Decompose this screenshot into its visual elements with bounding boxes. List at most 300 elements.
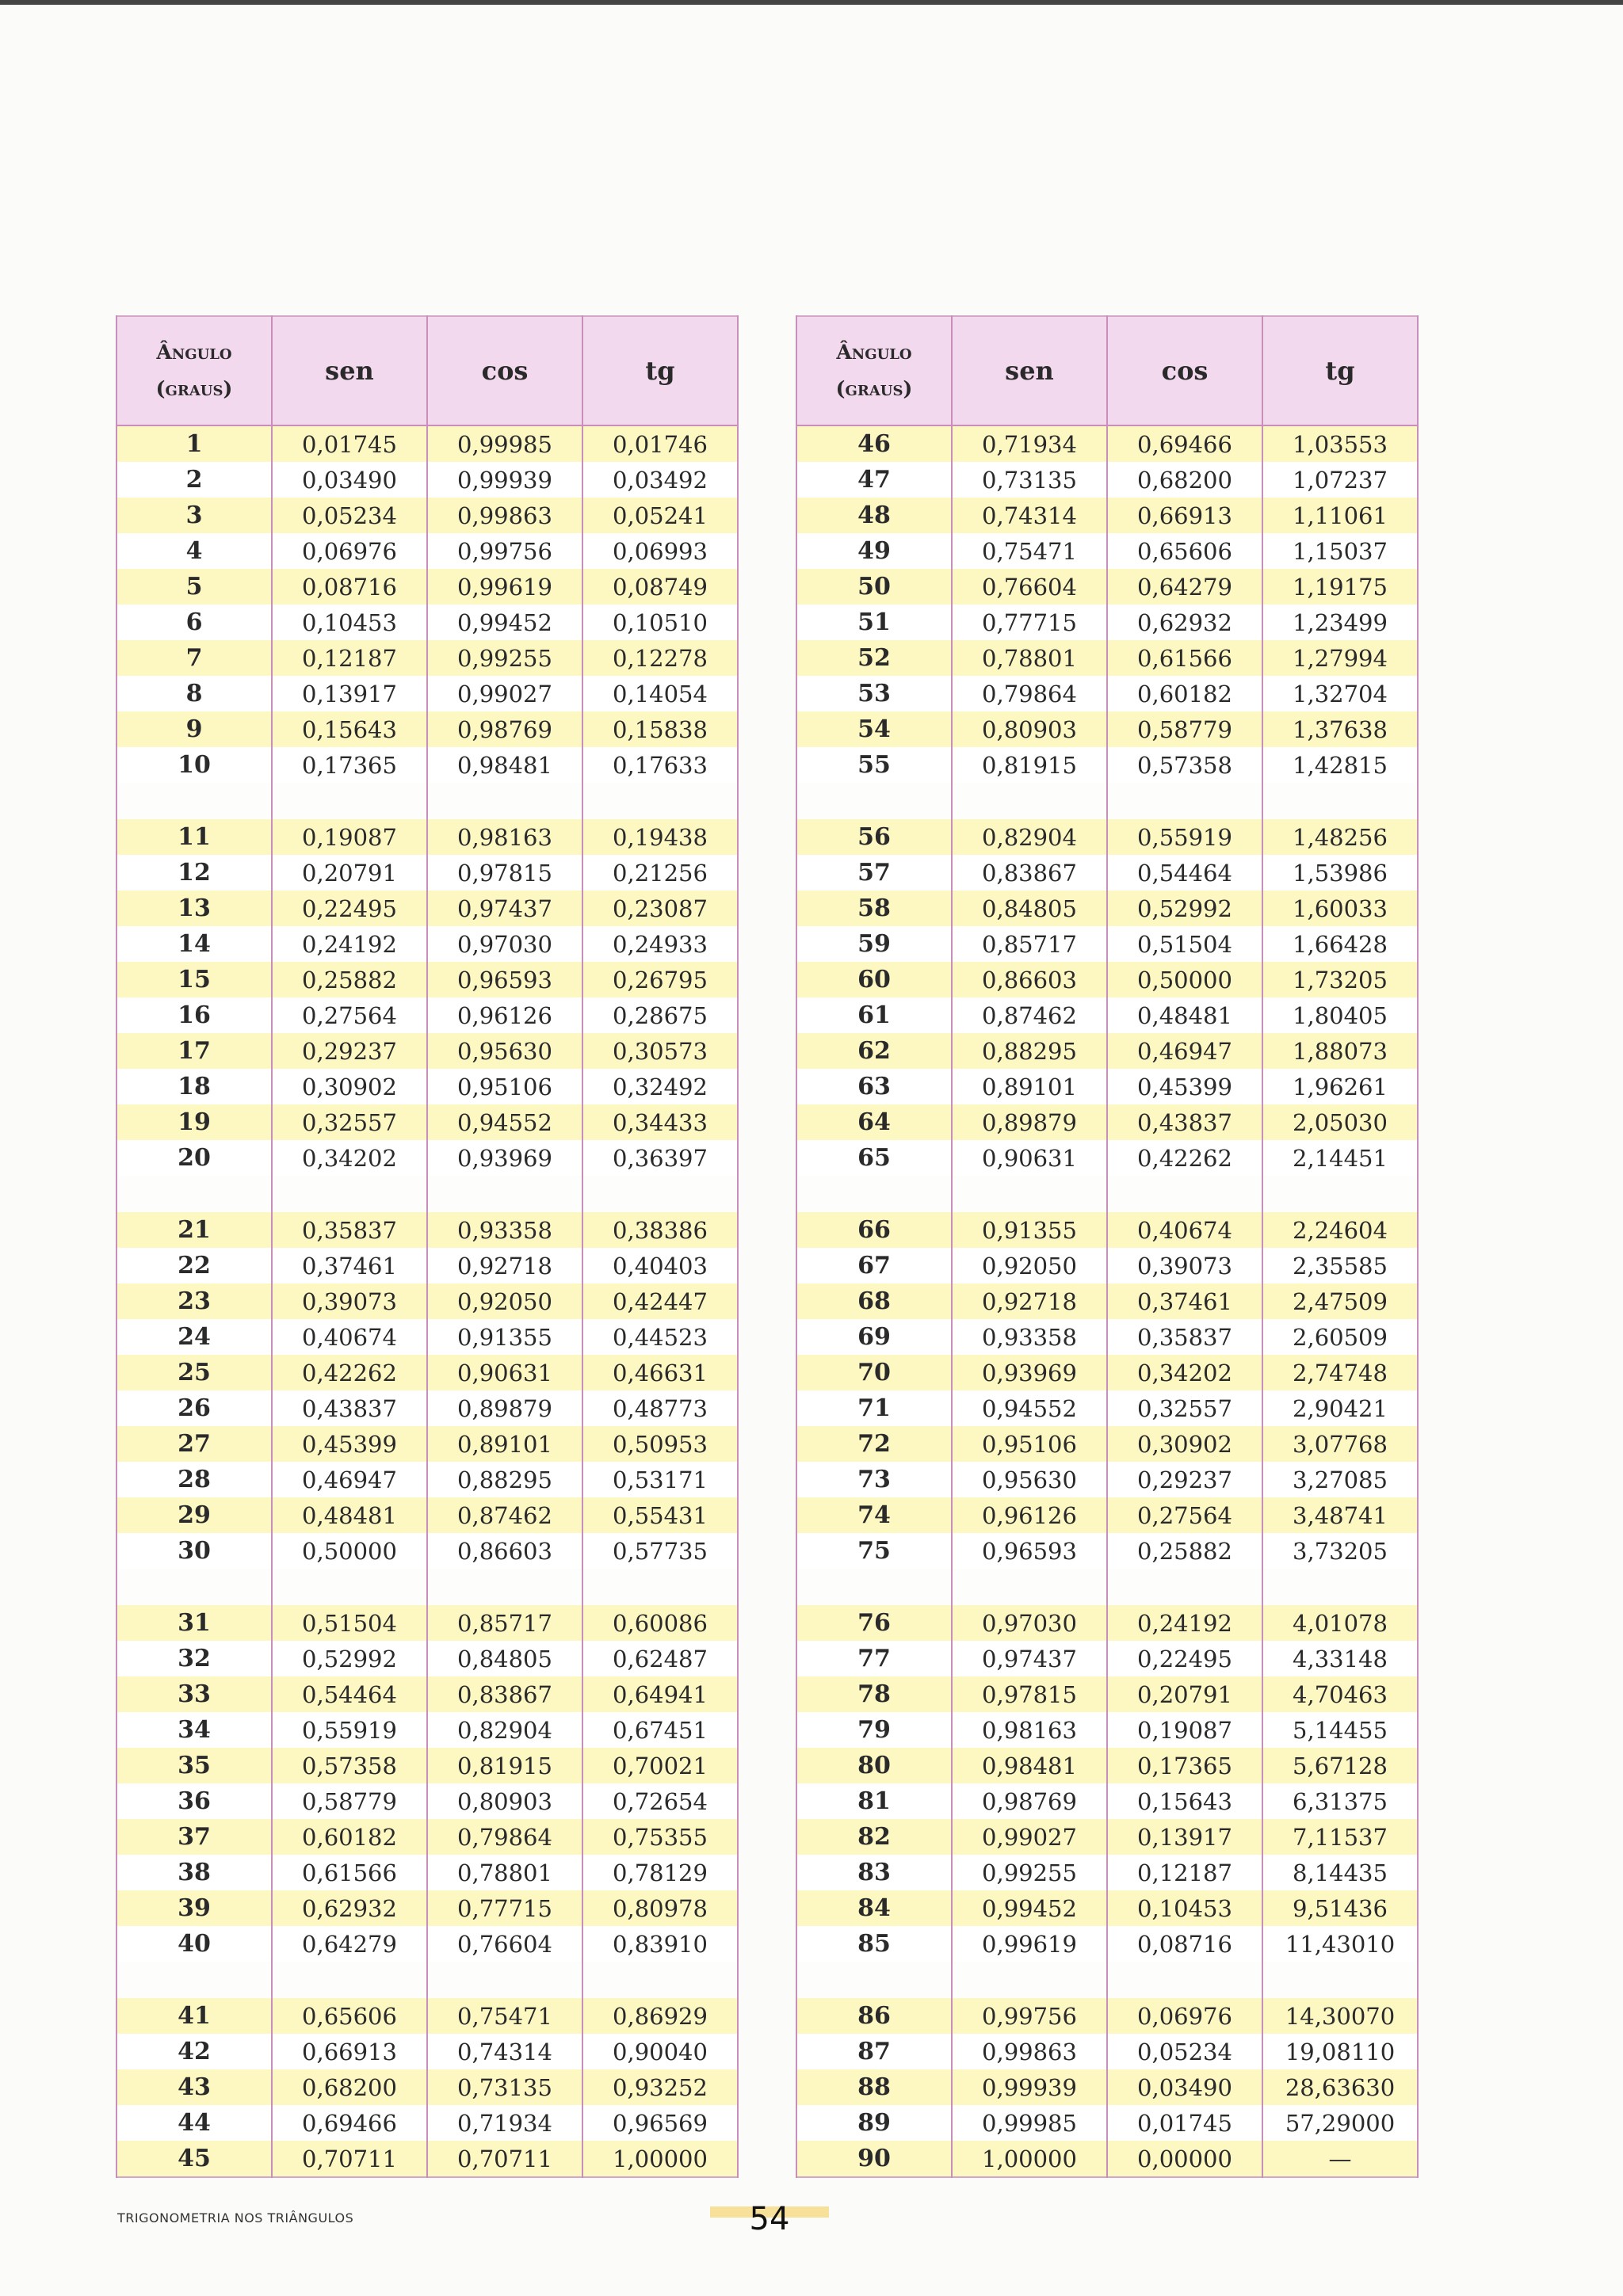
angle-cell: 89 — [796, 2105, 952, 2141]
angle-cell: 46 — [796, 425, 952, 462]
cos-cell: 0,37461 — [1107, 1283, 1262, 1319]
tg-cell: 0,75355 — [582, 1819, 738, 1855]
cos-cell: 0,48481 — [1107, 997, 1262, 1033]
cos-cell: 0,95630 — [427, 1033, 582, 1069]
cos-cell: 0,81915 — [427, 1748, 582, 1783]
table-row — [796, 926, 1418, 962]
table-row — [116, 1998, 738, 2034]
sen-cell: 0,99939 — [952, 2069, 1107, 2105]
table-row — [796, 2069, 1418, 2105]
angle-cell: 7 — [116, 640, 272, 676]
tg-cell: 4,01078 — [1262, 1605, 1418, 1641]
sen-cell: 0,79864 — [952, 676, 1107, 711]
angle-cell: 77 — [796, 1641, 952, 1676]
angle-cell: 74 — [796, 1497, 952, 1533]
tg-cell: 1,23499 — [1262, 605, 1418, 640]
tg-cell: 0,48773 — [582, 1390, 738, 1426]
angle-column-header — [116, 316, 272, 425]
cos-cell: 0,99756 — [427, 533, 582, 569]
angle-cell: 83 — [796, 1855, 952, 1890]
cos-cell: 0,55919 — [1107, 819, 1262, 855]
tg-cell: 0,80978 — [582, 1890, 738, 1926]
angle-cell: 57 — [796, 855, 952, 891]
footer-chapter-title: TRIGONOMETRIA NOS TRIÂNGULOS — [117, 2210, 354, 2225]
tg-cell: 0,23087 — [582, 891, 738, 926]
table-row — [116, 926, 738, 962]
tg-cell: 3,07768 — [1262, 1426, 1418, 1462]
table-row — [796, 891, 1418, 926]
cos-cell: 0,00000 — [1107, 2141, 1262, 2177]
tg-cell: 0,64941 — [582, 1676, 738, 1712]
spacer-cell — [582, 1569, 738, 1605]
tg-cell: 0,24933 — [582, 926, 738, 962]
table-row — [116, 711, 738, 747]
cos-cell: 0,98163 — [427, 819, 582, 855]
sen-cell: 0,24192 — [272, 926, 427, 962]
angle-cell: 71 — [796, 1390, 952, 1426]
tg-cell: 1,00000 — [582, 2141, 738, 2177]
table-row — [116, 1605, 738, 1641]
cos-cell: 0,50000 — [1107, 962, 1262, 997]
cos-column-header: cos — [427, 316, 582, 425]
table-row — [116, 1248, 738, 1283]
angle-cell: 63 — [796, 1069, 952, 1104]
cos-cell: 0,03490 — [1107, 2069, 1262, 2105]
tg-cell: 0,03492 — [582, 462, 738, 498]
spacer-cell — [116, 1176, 272, 1212]
table-row — [116, 569, 738, 605]
angle-cell: 37 — [116, 1819, 272, 1855]
tg-cell: 0,34433 — [582, 1104, 738, 1140]
sen-cell: 0,99985 — [952, 2105, 1107, 2141]
sen-column-header: sen — [272, 316, 427, 425]
table-header-row — [796, 316, 1418, 425]
sen-cell: 0,62932 — [272, 1890, 427, 1926]
spacer-cell — [1262, 1176, 1418, 1212]
tg-column-header: tg — [1262, 316, 1418, 425]
tg-cell: 28,63630 — [1262, 2069, 1418, 2105]
cos-cell: 0,80903 — [427, 1783, 582, 1819]
sen-cell: 0,57358 — [272, 1748, 427, 1783]
tg-cell: 8,14435 — [1262, 1855, 1418, 1890]
cos-cell: 0,75471 — [427, 1998, 582, 2034]
spacer-cell — [1107, 1176, 1262, 1212]
sen-cell: 0,55919 — [272, 1712, 427, 1748]
sen-cell: 0,20791 — [272, 855, 427, 891]
sen-cell: 0,98769 — [952, 1783, 1107, 1819]
table-row — [116, 1426, 738, 1462]
spacer-row — [116, 1176, 738, 1212]
spacer-row — [796, 1962, 1418, 1998]
tg-cell: 1,80405 — [1262, 997, 1418, 1033]
cos-cell: 0,13917 — [1107, 1819, 1262, 1855]
table-row — [796, 1462, 1418, 1497]
sen-cell: 0,12187 — [272, 640, 427, 676]
angle-cell: 25 — [116, 1355, 272, 1390]
angle-cell: 16 — [116, 997, 272, 1033]
table-row — [796, 1676, 1418, 1712]
angle-cell: 14 — [116, 926, 272, 962]
table-row — [796, 1390, 1418, 1426]
cos-cell: 0,93969 — [427, 1140, 582, 1176]
table-row — [116, 462, 738, 498]
cos-cell: 0,92050 — [427, 1283, 582, 1319]
sen-cell: 0,01745 — [272, 425, 427, 462]
table-row — [796, 425, 1418, 462]
cos-cell: 0,86603 — [427, 1533, 582, 1569]
table-row — [116, 605, 738, 640]
tg-cell: 1,37638 — [1262, 711, 1418, 747]
angle-cell: 8 — [116, 676, 272, 711]
angle-cell: 51 — [796, 605, 952, 640]
angle-cell: 62 — [796, 1033, 952, 1069]
table-row — [796, 1712, 1418, 1748]
tg-cell: 0,96569 — [582, 2105, 738, 2141]
spacer-cell — [272, 1962, 427, 1998]
cos-cell: 0,99027 — [427, 676, 582, 711]
angle-cell: 55 — [796, 747, 952, 783]
cos-cell: 0,12187 — [1107, 1855, 1262, 1890]
table-row — [796, 855, 1418, 891]
cos-cell: 0,43837 — [1107, 1104, 1262, 1140]
angle-cell: 66 — [796, 1212, 952, 1248]
cos-cell: 0,88295 — [427, 1462, 582, 1497]
tg-cell: 2,74748 — [1262, 1355, 1418, 1390]
table-row — [116, 425, 738, 462]
spacer-cell — [1262, 1569, 1418, 1605]
sen-cell: 0,10453 — [272, 605, 427, 640]
angle-cell: 49 — [796, 533, 952, 569]
angle-cell: 43 — [116, 2069, 272, 2105]
sen-cell: 0,54464 — [272, 1676, 427, 1712]
table-row — [796, 1212, 1418, 1248]
angle-cell: 34 — [116, 1712, 272, 1748]
tg-cell: 0,19438 — [582, 819, 738, 855]
trig-table-right — [796, 315, 1419, 2178]
angle-cell: 44 — [116, 2105, 272, 2141]
spacer-cell — [1107, 783, 1262, 819]
table-row — [796, 997, 1418, 1033]
angle-cell: 21 — [116, 1212, 272, 1248]
angle-cell: 17 — [116, 1033, 272, 1069]
sen-cell: 0,05234 — [272, 498, 427, 533]
sen-cell: 0,70711 — [272, 2141, 427, 2177]
tg-cell: 0,38386 — [582, 1212, 738, 1248]
sen-cell: 0,50000 — [272, 1533, 427, 1569]
table-row — [116, 1497, 738, 1533]
table-row — [116, 1819, 738, 1855]
sen-cell: 0,22495 — [272, 891, 427, 926]
spacer-cell — [427, 1569, 582, 1605]
tg-cell: 3,27085 — [1262, 1462, 1418, 1497]
table-row — [796, 1748, 1418, 1783]
table-row — [116, 1890, 738, 1926]
sen-cell: 0,96593 — [952, 1533, 1107, 1569]
angle-cell: 19 — [116, 1104, 272, 1140]
table-row — [116, 2069, 738, 2105]
cos-cell: 0,97030 — [427, 926, 582, 962]
sen-cell: 0,77715 — [952, 605, 1107, 640]
sen-cell: 0,95106 — [952, 1426, 1107, 1462]
sen-cell: 0,98163 — [952, 1712, 1107, 1748]
table-row — [796, 1605, 1418, 1641]
cos-cell: 0,69466 — [1107, 425, 1262, 462]
tg-cell: 57,29000 — [1262, 2105, 1418, 2141]
cos-cell: 0,10453 — [1107, 1890, 1262, 1926]
angle-cell: 24 — [116, 1319, 272, 1355]
angle-cell: 26 — [116, 1390, 272, 1426]
sen-cell: 0,75471 — [952, 533, 1107, 569]
spacer-row — [796, 783, 1418, 819]
tg-cell: 1,07237 — [1262, 462, 1418, 498]
tg-cell: 0,08749 — [582, 569, 738, 605]
angle-cell: 35 — [116, 1748, 272, 1783]
tg-cell: 0,55431 — [582, 1497, 738, 1533]
sen-cell: 0,99452 — [952, 1890, 1107, 1926]
table-row — [116, 2141, 738, 2177]
tg-cell: 1,73205 — [1262, 962, 1418, 997]
cos-cell: 0,73135 — [427, 2069, 582, 2105]
sen-cell: 0,85717 — [952, 926, 1107, 962]
cos-cell: 0,20791 — [1107, 1676, 1262, 1712]
sen-cell: 0,90631 — [952, 1140, 1107, 1176]
spacer-cell — [952, 1176, 1107, 1212]
cos-cell: 0,83867 — [427, 1676, 582, 1712]
table-row — [796, 1140, 1418, 1176]
cos-cell: 0,84805 — [427, 1641, 582, 1676]
angle-cell: 33 — [116, 1676, 272, 1712]
table-row — [796, 676, 1418, 711]
tg-cell: 0,83910 — [582, 1926, 738, 1962]
angle-cell: 15 — [116, 962, 272, 997]
sen-cell: 0,48481 — [272, 1497, 427, 1533]
angle-cell: 50 — [796, 569, 952, 605]
sen-cell: 0,92050 — [952, 1248, 1107, 1283]
sen-cell: 0,99255 — [952, 1855, 1107, 1890]
table-row — [796, 640, 1418, 676]
tg-cell: 0,50953 — [582, 1426, 738, 1462]
tg-cell: 0,93252 — [582, 2069, 738, 2105]
sen-cell: 0,43837 — [272, 1390, 427, 1426]
angle-cell: 27 — [116, 1426, 272, 1462]
sen-cell: 0,89879 — [952, 1104, 1107, 1140]
tg-cell: 0,53171 — [582, 1462, 738, 1497]
tg-cell: 5,67128 — [1262, 1748, 1418, 1783]
angle-cell: 85 — [796, 1926, 952, 1962]
angle-cell: 2 — [116, 462, 272, 498]
angle-cell: 84 — [796, 1890, 952, 1926]
sen-cell: 0,69466 — [272, 2105, 427, 2141]
cos-cell: 0,52992 — [1107, 891, 1262, 926]
tg-cell: 0,14054 — [582, 676, 738, 711]
tg-cell: 5,14455 — [1262, 1712, 1418, 1748]
angle-cell: 38 — [116, 1855, 272, 1890]
angle-cell: 36 — [116, 1783, 272, 1819]
spacer-row — [796, 1569, 1418, 1605]
cos-cell: 0,32557 — [1107, 1390, 1262, 1426]
table-row — [116, 2105, 738, 2141]
cos-cell: 0,40674 — [1107, 1212, 1262, 1248]
sen-cell: 0,17365 — [272, 747, 427, 783]
sen-cell: 0,34202 — [272, 1140, 427, 1176]
table-row — [116, 1069, 738, 1104]
spacer-cell — [582, 783, 738, 819]
table-row — [116, 533, 738, 569]
cos-cell: 0,99939 — [427, 462, 582, 498]
cos-cell: 0,99452 — [427, 605, 582, 640]
cos-cell: 0,97815 — [427, 855, 582, 891]
tg-cell: 9,51436 — [1262, 1890, 1418, 1926]
tg-cell: 0,26795 — [582, 962, 738, 997]
cos-cell: 0,05234 — [1107, 2034, 1262, 2069]
spacer-row — [116, 1569, 738, 1605]
sen-cell: 0,08716 — [272, 569, 427, 605]
sen-cell: 0,82904 — [952, 819, 1107, 855]
table-row — [796, 1926, 1418, 1962]
spacer-cell — [116, 1962, 272, 1998]
tg-cell: 0,15838 — [582, 711, 738, 747]
sen-cell: 0,68200 — [272, 2069, 427, 2105]
sen-cell: 0,94552 — [952, 1390, 1107, 1426]
angle-cell: 3 — [116, 498, 272, 533]
angle-cell: 48 — [796, 498, 952, 533]
angle-cell: 12 — [116, 855, 272, 891]
cos-cell: 0,71934 — [427, 2105, 582, 2141]
spacer-row — [116, 783, 738, 819]
tg-cell: 19,08110 — [1262, 2034, 1418, 2069]
tg-cell: 0,10510 — [582, 605, 738, 640]
cos-cell: 0,94552 — [427, 1104, 582, 1140]
tg-cell: 0,46631 — [582, 1355, 738, 1390]
table-row — [796, 605, 1418, 640]
angle-cell: 90 — [796, 2141, 952, 2177]
angle-cell: 65 — [796, 1140, 952, 1176]
spacer-cell — [427, 783, 582, 819]
tg-cell: 0,78129 — [582, 1855, 738, 1890]
cos-cell: 0,74314 — [427, 2034, 582, 2069]
cos-cell: 0,17365 — [1107, 1748, 1262, 1783]
table-row — [116, 1140, 738, 1176]
cos-cell: 0,34202 — [1107, 1355, 1262, 1390]
sen-cell: 0,13917 — [272, 676, 427, 711]
angle-cell: 41 — [116, 1998, 272, 2034]
table-row — [116, 1676, 738, 1712]
angle-cell: 68 — [796, 1283, 952, 1319]
sen-cell: 0,25882 — [272, 962, 427, 997]
sen-cell: 0,60182 — [272, 1819, 427, 1855]
tg-cell: 2,05030 — [1262, 1104, 1418, 1140]
cos-cell: 0,15643 — [1107, 1783, 1262, 1819]
angle-cell: 20 — [116, 1140, 272, 1176]
spacer-cell — [952, 1569, 1107, 1605]
tg-cell: 1,88073 — [1262, 1033, 1418, 1069]
cos-cell: 0,62932 — [1107, 605, 1262, 640]
tg-cell: 0,28675 — [582, 997, 738, 1033]
table-row — [796, 1426, 1418, 1462]
table-row — [796, 498, 1418, 533]
table-row — [796, 711, 1418, 747]
sen-cell: 0,71934 — [952, 425, 1107, 462]
table-row — [796, 1319, 1418, 1355]
angle-header-label: Ângulo — [156, 341, 232, 364]
table-row — [116, 1712, 738, 1748]
tg-cell: 0,62487 — [582, 1641, 738, 1676]
cos-cell: 0,85717 — [427, 1605, 582, 1641]
cos-cell: 0,87462 — [427, 1497, 582, 1533]
angle-cell: 81 — [796, 1783, 952, 1819]
sen-cell: 0,74314 — [952, 498, 1107, 533]
table-row — [796, 1783, 1418, 1819]
tg-cell: 7,11537 — [1262, 1819, 1418, 1855]
tg-cell: 3,48741 — [1262, 1497, 1418, 1533]
table-row — [796, 1998, 1418, 2034]
tg-cell: 4,70463 — [1262, 1676, 1418, 1712]
spacer-cell — [272, 783, 427, 819]
spacer-cell — [1107, 1569, 1262, 1605]
cos-cell: 0,90631 — [427, 1355, 582, 1390]
table-row — [796, 747, 1418, 783]
cos-cell: 0,61566 — [1107, 640, 1262, 676]
table-row — [116, 1319, 738, 1355]
angle-cell: 39 — [116, 1890, 272, 1926]
cos-cell: 0,95106 — [427, 1069, 582, 1104]
sen-cell: 0,29237 — [272, 1033, 427, 1069]
angle-cell: 31 — [116, 1605, 272, 1641]
tg-cell: 0,44523 — [582, 1319, 738, 1355]
table-row — [796, 1069, 1418, 1104]
angle-cell: 42 — [116, 2034, 272, 2069]
table-row — [796, 533, 1418, 569]
cos-cell: 0,99863 — [427, 498, 582, 533]
table-row — [116, 676, 738, 711]
angle-cell: 47 — [796, 462, 952, 498]
sen-cell: 0,42262 — [272, 1355, 427, 1390]
sen-cell: 0,15643 — [272, 711, 427, 747]
tg-cell: 1,42815 — [1262, 747, 1418, 783]
table-row — [116, 1212, 738, 1248]
tg-cell: 0,01746 — [582, 425, 738, 462]
angle-cell: 18 — [116, 1069, 272, 1104]
cos-cell: 0,01745 — [1107, 2105, 1262, 2141]
angle-cell: 82 — [796, 1819, 952, 1855]
spacer-cell — [116, 1569, 272, 1605]
cos-cell: 0,57358 — [1107, 747, 1262, 783]
sen-cell: 0,97815 — [952, 1676, 1107, 1712]
cos-cell: 0,27564 — [1107, 1497, 1262, 1533]
table-row — [796, 1533, 1418, 1569]
cos-cell: 0,65606 — [1107, 533, 1262, 569]
sen-cell: 0,40674 — [272, 1319, 427, 1355]
sen-cell: 0,64279 — [272, 1926, 427, 1962]
tg-cell: 0,42447 — [582, 1283, 738, 1319]
cos-cell: 0,35837 — [1107, 1319, 1262, 1355]
table-row — [796, 569, 1418, 605]
spacer-cell — [272, 1569, 427, 1605]
cos-cell: 0,96126 — [427, 997, 582, 1033]
sen-cell: 0,93969 — [952, 1355, 1107, 1390]
spacer-row — [116, 1962, 738, 1998]
table-row — [116, 1533, 738, 1569]
table-row — [116, 997, 738, 1033]
table-row — [116, 747, 738, 783]
spacer-cell — [427, 1962, 582, 1998]
cos-cell: 0,45399 — [1107, 1069, 1262, 1104]
cos-cell: 0,22495 — [1107, 1641, 1262, 1676]
cos-cell: 0,98481 — [427, 747, 582, 783]
angle-cell: 87 — [796, 2034, 952, 2069]
table-row — [116, 1390, 738, 1426]
spacer-cell — [796, 1569, 952, 1605]
